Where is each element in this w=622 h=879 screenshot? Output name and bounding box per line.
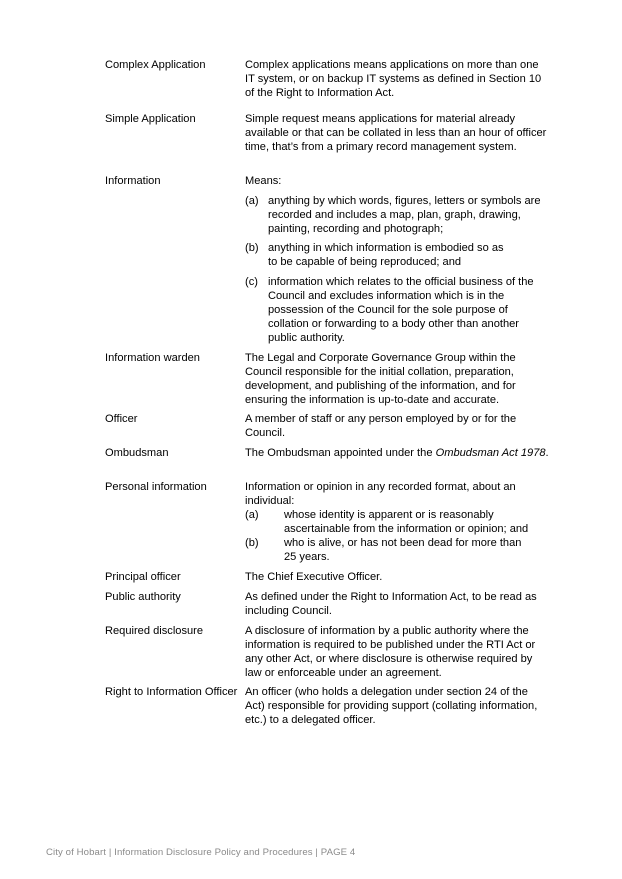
- definition-personal-information: Information or opinion in any recorded format, about an individual:: [245, 481, 516, 507]
- list-item-label: (b): [245, 242, 259, 254]
- term-officer: Officer: [105, 413, 138, 425]
- term-public-authority: Public authority: [105, 591, 181, 603]
- list-item-text: who is alive, or has not been dead for more than 25 years.: [284, 537, 522, 563]
- definition-ombudsman-text: The Ombudsman appointed under the: [245, 447, 436, 459]
- definition-complex-application: Complex applications means applications on more than one IT system, or on backup IT systems as defined in Section 10 of the Right to Information Act.: [245, 59, 542, 99]
- definition-information-warden: The Legal and Corporate Governance Group within the Council responsible for the initial collation, preparation, development, and publishing of the information, and for ensuring the information is up-to-date and accurate.: [245, 352, 516, 406]
- page-footer: City of Hobart | Information Disclosure Policy and Procedures | PAGE 4: [46, 847, 356, 858]
- list-item-text: anything by which words, figures, letters or symbols are recorded and includes a map, plan, graph, drawing, painting, recording and photograph;: [268, 195, 541, 235]
- list-item-text: whose identity is apparent or is reasonably ascertainable from the information or opinion; and: [284, 509, 529, 535]
- term-complex-application: Complex Application: [105, 59, 206, 71]
- term-information: Information: [105, 175, 161, 187]
- term-information-warden: Information warden: [105, 352, 200, 364]
- list-item-label: (a): [245, 509, 259, 521]
- definition-right-to-information-officer: An officer (who holds a delegation under section 24 of the Act) responsible for providing support (collating information, etc.) to a delegated officer.: [245, 686, 538, 726]
- term-ombudsman: Ombudsman: [105, 447, 169, 459]
- definition-simple-application: Simple request means applications for material already available or that can be collated in less than an hour of officer time, that’s from a primary record management system.: [245, 113, 547, 153]
- list-item-label: (c): [245, 276, 258, 288]
- term-principal-officer: Principal officer: [105, 571, 181, 583]
- list-item-label: (a): [245, 195, 259, 207]
- term-simple-application: Simple Application: [105, 113, 196, 125]
- definition-ombudsman: [245, 447, 550, 461]
- list-item-text: information which relates to the official business of the Council and excludes information which is in the possession of the Council for the sole purpose of collation or forwarding to a body other than another public authority.: [268, 276, 534, 344]
- term-personal-information: Personal information: [105, 481, 207, 493]
- definition-public-authority: As defined under the Right to Information Act, to be read as including Council.: [245, 591, 537, 617]
- definition-required-disclosure: A disclosure of information by a public authority where the information is required to be published under the RTI Act or any other Act, or where disclosure is otherwise required by law or enforceable under an agreement.: [245, 625, 536, 679]
- ombudsman-act-title: Ombudsman Act 1978: [435, 447, 546, 459]
- term-required-disclosure: Required disclosure: [105, 625, 204, 637]
- definition-principal-officer: The Chief Executive Officer.: [245, 571, 383, 583]
- definition-officer: A member of staff or any person employed by or for the Council.: [245, 413, 517, 439]
- term-right-to-information-officer: Right to Information Officer: [105, 686, 238, 698]
- list-item-label: (b): [245, 537, 259, 549]
- definition-ombudsman-suffix: .: [545, 447, 549, 459]
- list-item-text: anything in which information is embodied so as to be capable of being reproduced; and: [268, 242, 504, 268]
- definition-information: Means:: [245, 175, 282, 187]
